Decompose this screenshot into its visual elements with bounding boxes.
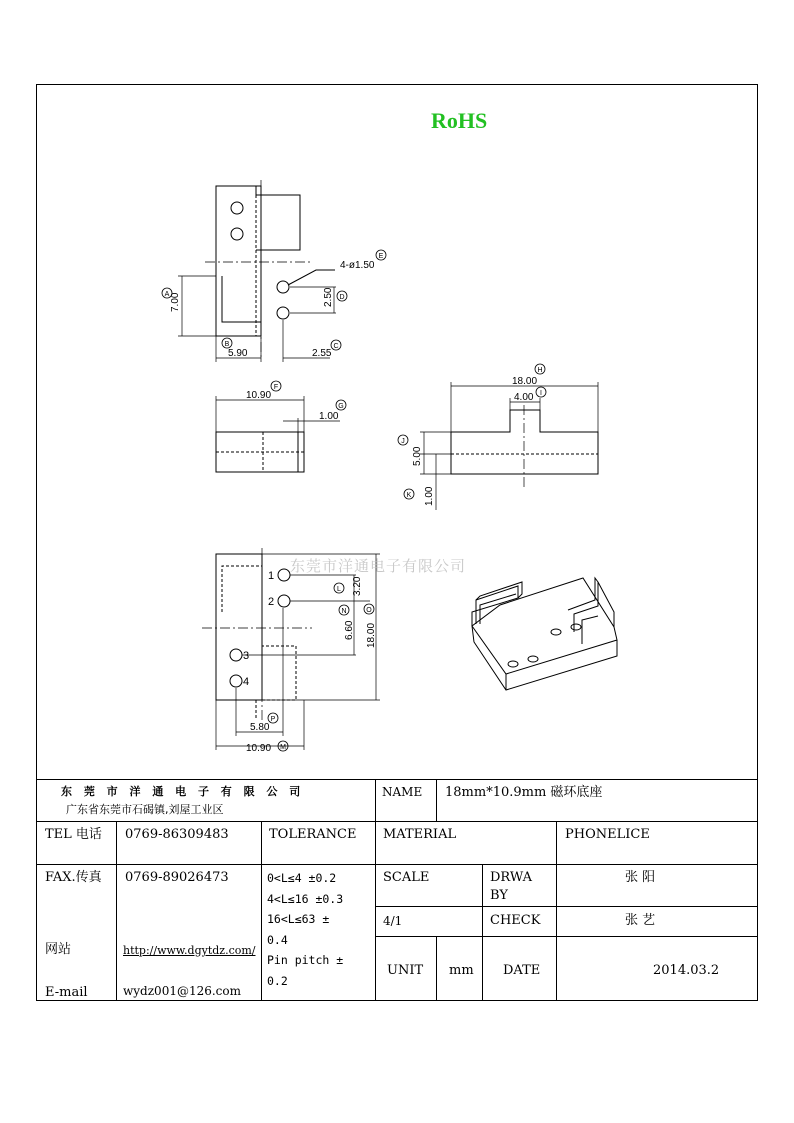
dim-5-00: 5.00 [412,446,423,466]
callout-b: B [224,341,230,348]
unit-label: UNIT [387,963,424,978]
pin-label-4: 4 [243,676,250,688]
callout-l: L [337,586,341,593]
material-label: MATERIAL [383,827,457,842]
fax-value: 0769-89026473 [125,870,229,885]
company-address: 广东省东莞市石碣镇,刘屋工业区 [66,803,224,816]
callout-e: E [378,253,384,260]
tol-line: 0.4 [267,932,288,947]
name-label: NAME [382,785,423,799]
date-label: DATE [503,963,541,978]
side-view [420,382,598,510]
dim-2-55: 2.55 [312,348,332,359]
callout-j: J [401,438,405,445]
dim-5-80: 5.80 [250,722,270,733]
tel-label: TEL 电话 [45,827,102,842]
dim-1-00-side: 1.00 [424,486,435,506]
watermark: 东莞市洋通电子有限公司 [290,557,467,575]
callout-f: F [273,384,279,391]
tol-line: Pin pitch ± [267,953,344,967]
callout-g: G [338,403,344,410]
front-view [216,396,340,472]
dim-18-00-bottom: 18.00 [366,622,377,648]
dim-holes: 4-ø1.50 [340,260,375,271]
drwaby-value: 张 阳 [625,870,656,885]
dim-5-90: 5.90 [228,348,248,359]
rohs-mark: RoHS [431,108,488,133]
scale-label: SCALE [383,870,430,885]
dim-10-90-bottom: 10.90 [246,743,272,754]
pin-hole-4 [230,675,242,687]
title-block [36,779,758,1001]
dim-4-00: 4.00 [514,392,534,403]
dim-6-60: 6.60 [344,620,355,640]
email-value: wydz001@126.com [123,984,242,998]
material-value: PHONELICE [565,827,650,842]
check-label: CHECK [490,913,541,928]
pin-label-1: 1 [268,570,275,582]
website-label: 网站 [45,942,72,957]
dim-2-50: 2.50 [323,287,334,307]
date-value: 2014.03.2 [653,963,720,978]
callout-c: C [333,343,339,350]
callout-p: P [270,716,276,723]
dim-10-90-top: 10.90 [246,390,272,401]
check-value: 张 艺 [625,913,656,928]
isometric-view [472,578,617,690]
dim-7-00: 7.00 [170,292,181,312]
pin-hole-3 [230,649,242,661]
tol-line: 0.2 [267,973,288,988]
company-name: 东 莞 市 洋 通 电 子 有 限 公 司 [61,785,305,798]
top-view [178,180,339,362]
callout-k: K [406,492,412,499]
callout-h: H [537,367,543,374]
pin-label-3: 3 [243,650,250,662]
website-link[interactable]: http://www.dgytdz.com/ [123,944,256,957]
callout-d: D [339,294,345,301]
drwaby-label: DRWA BY [490,870,533,903]
callout-n: N [341,608,347,615]
tol-line: 0<L≤4 ±0.2 [267,871,337,885]
pin-label-2: 2 [268,596,275,608]
pin-hole-2 [278,595,290,607]
callout-a: A [164,291,170,298]
scale-value: 4/1 [383,914,403,928]
tol-line: 16<L≤63 ± [267,912,330,926]
dim-1-00: 1.00 [319,411,339,422]
dim-3-20: 3.20 [352,576,363,596]
name-value: 18mm*10.9mm 磁环底座 [445,785,603,800]
pin-hole-1 [278,569,290,581]
fax-label: FAX.传真 [45,870,102,885]
tolerance-table [262,866,376,993]
callout-o: O [366,607,372,614]
unit-value: mm [449,963,474,978]
tel-value: 0769-86309483 [125,827,229,842]
dim-18-00-side: 18.00 [512,376,538,387]
callout-m: M [280,744,286,751]
tolerance-label: TOLERANCE [269,827,357,842]
email-label: E-mail [45,985,88,1000]
callout-i: I [540,390,542,397]
tol-line: 4<L≤16 ±0.3 [267,891,344,906]
